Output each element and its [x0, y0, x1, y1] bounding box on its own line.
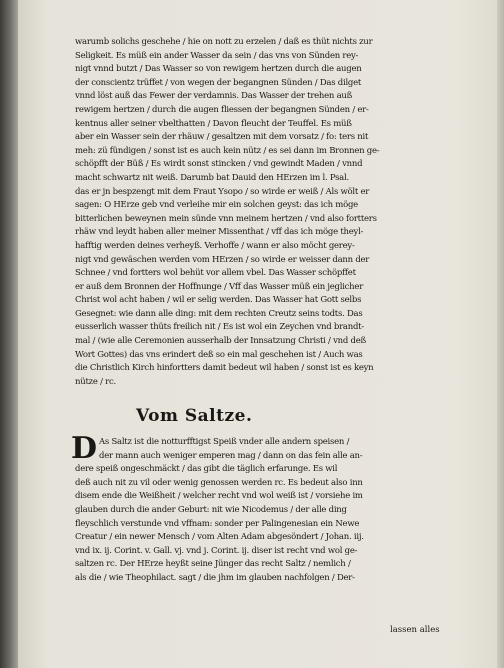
text-line: er auß dem Bronnen der Hoffnunge / Vff das Wasser müß ein jeglicher — [75, 281, 364, 292]
text-line: As Saltz ist die notturfftigst Speiß vnder alle andern speisen / — [99, 437, 350, 447]
drop-cap-initial: D — [71, 431, 98, 466]
text-line: dere speiß ongeschmäckt / das gibt die täglich erfarunge. Es wil — [75, 464, 338, 475]
catchword: lassen alles — [390, 625, 440, 635]
text-line: sagen: O HErze geb vnd verleihe mir ein solchen geyst: das ich möge — [75, 200, 358, 211]
text-line: disem ende die Weißheit / welcher recht vnd wol weiß ist / vorsiehe im — [75, 491, 363, 502]
text-line: rhäw vnd leydt haben aller meiner Missenthat / vff das ich möge theyl- — [75, 227, 364, 238]
section-heading: Vom Saltze. — [136, 406, 253, 426]
text-line: eusserlich wasser thüts freilich nit / Es ist wol ein Zeychen vnd brandt- — [75, 322, 364, 333]
scan-gutter — [0, 0, 18, 668]
text-line: warumb solichs geschehe / hie on nott zu erzelen / daß es thüt nichts zur — [75, 37, 373, 47]
text-line: nütze / rc. — [75, 376, 116, 387]
text-line: nigt vnd gewäschen werden vom HErzen / so wirde er weisser dann der — [75, 254, 370, 265]
text-line: das er jn bespzengt mit dem Fraut Ysopo / so wirde er weiß / Als wölt er — [75, 186, 370, 197]
text-line: kentnus aller seiner vbelthatten / Davon fleucht der Teuffel. Es müß — [75, 118, 352, 129]
text-line: der conscientz trüffet / von wegen der begangnen Sünden / Das dilget — [75, 77, 362, 88]
text-line: glauben durch die ander Geburt: nit wie Nicodemus / der alle ding — [75, 504, 347, 515]
text-line: Christ wol acht haben / wil er selig werden. Das Wasser hat Gott selbs — [75, 295, 362, 306]
text-line: Gesegnet: wie dann alle ding: mit dem rechten Creutz seins todts. Das — [75, 308, 363, 319]
text-line: Creatur / ein newer Mensch / vom Alten Adam abgesöndert / Johan. iij. — [75, 532, 364, 543]
text-line: schöpfft der Büß / Es wirdt sonst stincken / vnd gewindt Maden / vnnd — [75, 159, 363, 170]
text-line: vnnd löst auß das Fewer der verdamnis. Das Wasser der trehen auß — [75, 91, 353, 102]
text-line: aber ein Wasser sein der rhäuw / gesaltzen mit dem vorsatz / fo: ters nit — [75, 132, 369, 143]
page-edge — [497, 0, 504, 668]
text-line: deß auch nit zu vil oder wenig genossen werden rc. Es bedeut also inn — [75, 477, 363, 488]
text-line: saltzen rc. Der HErze heyßt seine Jünger das recht Saltz / nemlich / — [75, 559, 351, 570]
text-line: meh: zü fündigen / sonst ist es auch kein nütz / es sei dann im Bronnen ge- — [75, 145, 380, 156]
text-line: hafftig werden deines verheyß. Verhoffe / wann er also möcht gerey- — [75, 240, 355, 251]
text-line: die Christlich Kirch hinfortters damit bedeut wil haben / sonst ist es keyn — [75, 363, 374, 374]
text-line: rewigem hertzen / durch die augen fliessen der begangnen Sünden / er- — [75, 104, 369, 115]
text-line: vnd ix. ij. Corint. v. Gall. vj. vnd j. Corint. ij. diser ist recht vnd wol ge- — [75, 545, 358, 556]
text-line: Seligkeit. Es müß ein ander Wasser da sein / das vns von Sünden rey- — [75, 50, 359, 61]
text-line: fleyschlich verstunde vnd vffnam: sonder per Palingenesian ein Newe — [75, 518, 360, 529]
text-line: Schnee / vnd fortters wol behüt vor allem vbel. Das Wasser schöpffet — [75, 268, 356, 279]
paragraph-water — [75, 36, 447, 389]
text-line: als die / wie Theophilact. sagt / die jhm im glauben nachfolgen / Der- — [75, 572, 355, 583]
text-line: nigt vnnd butzt / Das Wasser so von rewigem hertzen durch die augen — [75, 64, 362, 75]
text-line: Wort Gottes) das vns erindert deß so ein mal geschehen ist / Auch was — [75, 349, 363, 360]
text-line: mal / (wie alle Ceremonien ausserhalb der Innsatzung Christi / vnd deß — [75, 336, 366, 347]
text-line: der mann auch weniger emperen mag / dann on das fein alle an- — [99, 450, 363, 461]
text-line: bitterlichen beweynen mein sünde vnn meinem hertzen / vnd also fortters — [75, 213, 377, 224]
paragraph-salt — [71, 431, 447, 586]
text-line: macht schwartz nit weiß. Darumb bat Dauid den HErzen im l. Psal. — [75, 172, 349, 183]
